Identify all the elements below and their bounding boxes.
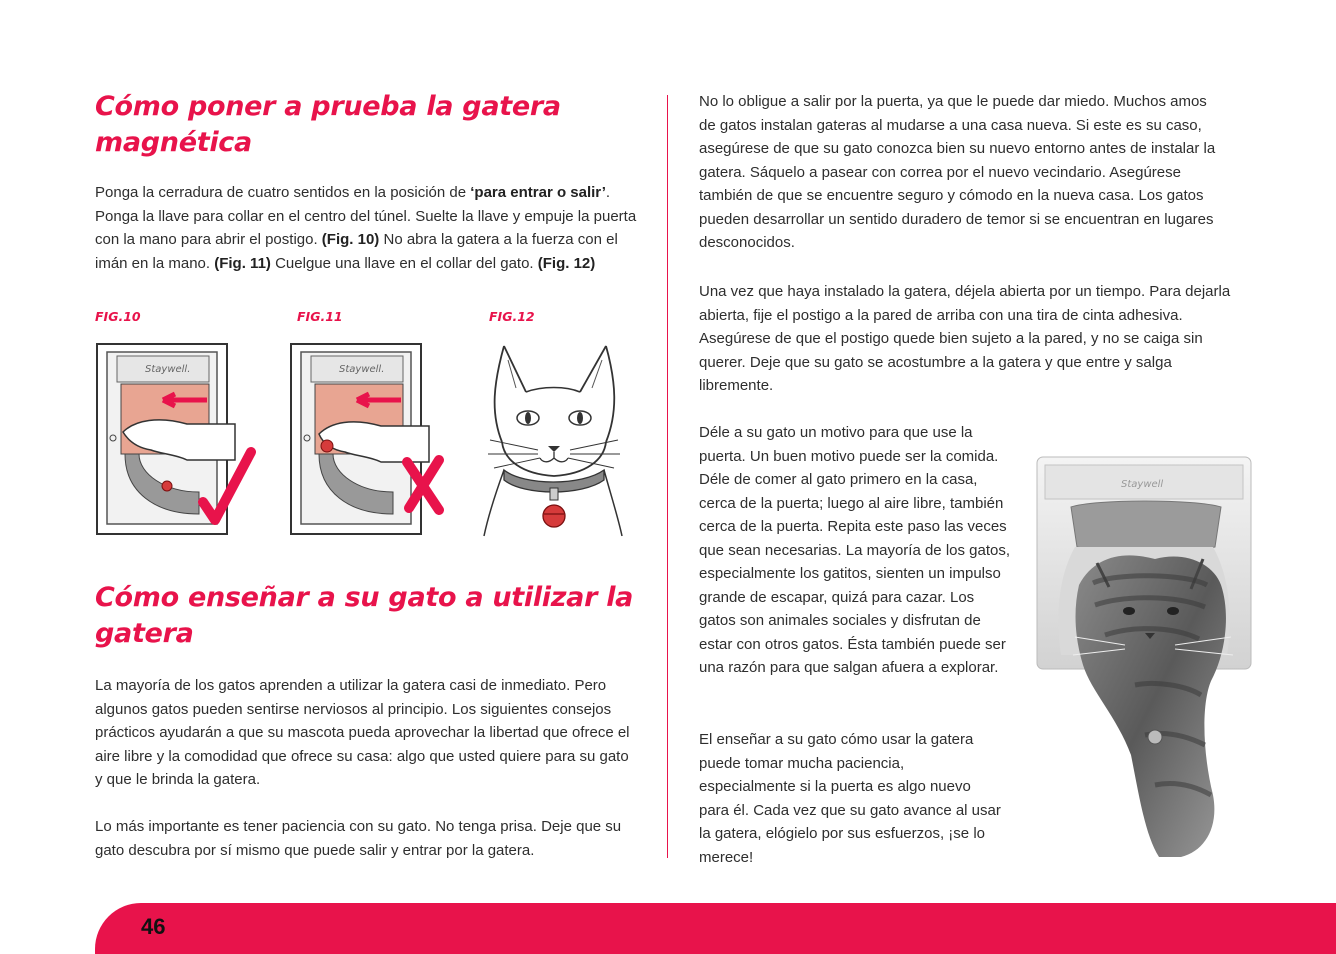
fig-reference: (Fig. 10) bbox=[321, 231, 380, 248]
page-number: 46 bbox=[141, 914, 166, 939]
fig11-label: FIG.11 bbox=[297, 309, 343, 324]
section-title-test-flap bbox=[95, 89, 561, 161]
text-run: Ponga la cerradura de cuatro sentidos en la posición de bbox=[95, 184, 471, 201]
fig10-label: FIG.10 bbox=[95, 309, 141, 324]
right-paragraph-3: Déle a su gato un motivo para que use la puerta. Un buen motivo puede ser la comida. Déle de comer al gato primero en la casa, cerca de la puerta; luego al aire libre, también cerca de la puerta. Repita este paso las veces que sean necesarias. La mayoría de los gatos, especialmente los gatitos, sienten un impulso grande de escapar, quizá para cazar. Los gatos son animales sociales y disfrutan de estar con otros gatos. Ésta también puede ser una razón para que salgan afuera a explorar. bbox=[699, 424, 1011, 676]
text-run: Cuelgue una llave en el collar del gato. bbox=[270, 254, 538, 272]
section-title-line1: Cómo enseñar a su gato a utilizar la bbox=[95, 582, 634, 613]
section-title-line1: Cómo poner a prueba la gatera bbox=[95, 91, 561, 122]
right-paragraph-2: Una vez que haya instalado la gatera, déjela abierta por un tiempo. Para dejarla abierta, fije el postigo a la pared de arriba con una tira de cinta adhesiva. Asegúrese de que el postigo quede bien sujeto a la pared, y no se caiga sin querer. Deje que su gato se acostumbre a la gatera y que entre y salga libremente. bbox=[699, 283, 1231, 394]
brand-logo-text: Staywell. bbox=[145, 364, 191, 375]
column-divider bbox=[667, 95, 668, 858]
fig11-illustration bbox=[289, 342, 454, 538]
text-run: No abra la gatera a la fuerza con el imán en la mano. bbox=[95, 231, 618, 272]
intro-paragraph: La mayoría de los gatos aprenden a utilizar la gatera casi de inmediato. Pero algunos gatos pueden sentirse nerviosos al principio. Los siguientes consejos prácticos ayudarán a que su mascota pueda aprovechar la libertad que ofrece el aire libre y la comodidad que ofrece su casa: algo que usted quiere para su gato y que le brinda la gatera. bbox=[95, 677, 630, 788]
section-title-line2: gatera bbox=[95, 618, 194, 649]
right-paragraph-4: El enseñar a su gato cómo usar la gatera puede tomar mucha paciencia, especialmente si la puerta es algo nuevo para él. Cada vez que su gato avance al usar la gatera, elógielo por sus esfuerzos, ¡se lo merece! bbox=[699, 731, 1001, 866]
fig10-illustration bbox=[95, 342, 260, 538]
fig12-label: FIG.12 bbox=[489, 309, 535, 324]
section-title-teach-cat bbox=[95, 580, 633, 652]
section-title-line2: magnética bbox=[95, 127, 252, 158]
text-run: . Ponga la llave para collar en el centro del túnel. Suelte la llave y empuje la puerta con la mano para abrir el postigo. bbox=[95, 184, 637, 248]
right-paragraph-1: No lo obligue a salir por la puerta, ya que le puede dar miedo. Muchos amos de gatos instalan gateras al mudarse a una casa nueva. Si este es su caso, asegúrese de que su gato conozca bien su nuevo entorno antes de instalar la gatera. Sáquelo a pasear con correa por el nuevo vecindario. Asegúrese también de que se encuentre seguro y cómodo en la nueva casa. Los gatos pueden desarrollar un sentido duradero de temor si se encuentran en lugares desconocidos. bbox=[699, 93, 1216, 251]
fig-reference: (Fig. 12) bbox=[537, 254, 596, 272]
instructions-paragraph bbox=[95, 181, 640, 275]
cat-flap-photo bbox=[1035, 455, 1253, 861]
photo-brand-text: Staywell bbox=[1121, 479, 1164, 490]
footer-band bbox=[95, 903, 1336, 954]
fig12-cat-illustration bbox=[482, 342, 624, 538]
brand-logo-text: Staywell. bbox=[339, 364, 385, 375]
fig-reference: (Fig. 11) bbox=[214, 254, 271, 272]
patience-paragraph: Lo más importante es tener paciencia con su gato. No tenga prisa. Deje que su gato descubra por sí mismo que puede salir y entrar por la gatera. bbox=[95, 818, 622, 859]
bold-run: ‘para entrar o salir’ bbox=[470, 184, 606, 201]
